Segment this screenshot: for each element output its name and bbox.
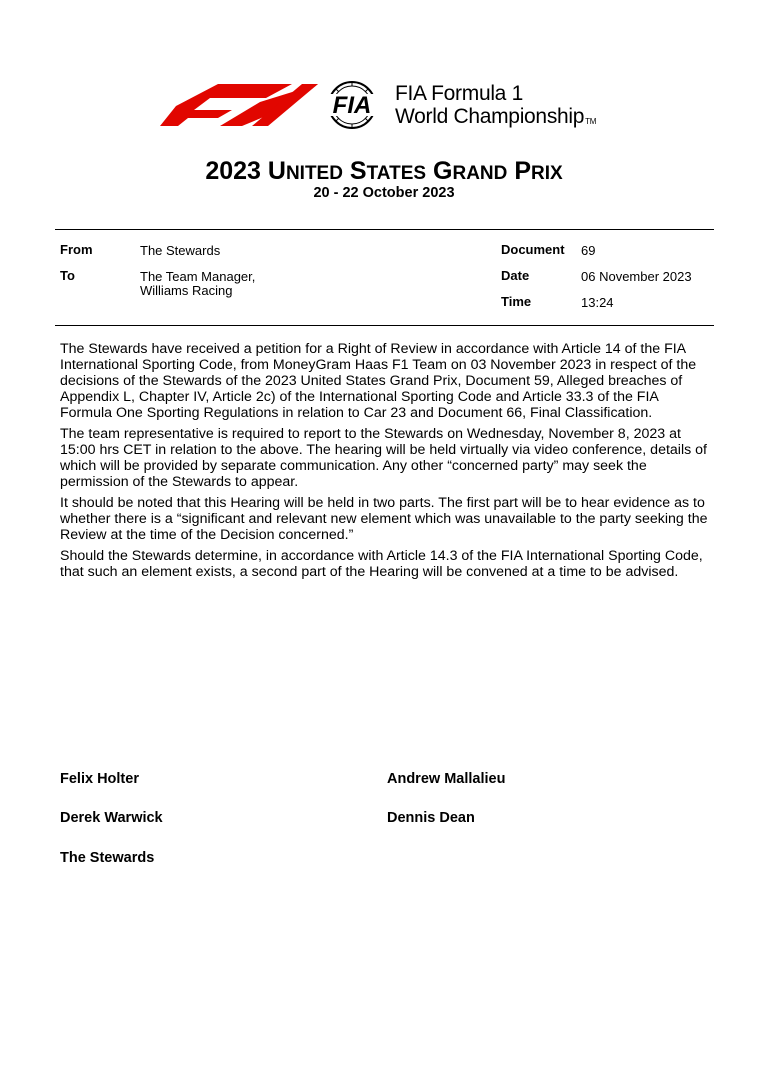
divider-bottom bbox=[55, 325, 714, 326]
steward-andrew-mallalieu: Andrew Mallalieu bbox=[387, 771, 506, 787]
from-value: The Stewards bbox=[140, 243, 221, 258]
paragraph-1: The Stewards have received a petition for a Right of Review in accordance with Article 14 of the FIA International Sporting Code, from MoneyGram Haas F1 Team on 03 November 2023 in respect of the decisions of the Stewards of the 2023 United States Grand Prix, Document 59, Alleged breaches of Appendix L, Chapter IV, Article 2c) of the International Sporting Code and Article 33.3 of the FIA Formula One Sporting Regulations in relation to Car 23 and Document 66, Final Classification. bbox=[60, 341, 697, 421]
event-dates: 20 - 22 October 2023 bbox=[313, 185, 455, 201]
to-label: To bbox=[60, 268, 75, 283]
header-logos bbox=[160, 80, 630, 132]
stewards-signoff: The Stewards bbox=[60, 850, 155, 866]
event-title: 2023 UNITED STATES GRAND PRIX bbox=[205, 157, 563, 185]
to-value: The Team Manager, Williams Racing bbox=[140, 269, 256, 298]
championship-line-2: World Championship bbox=[395, 105, 585, 128]
steward-dennis-dean: Dennis Dean bbox=[387, 810, 475, 826]
championship-wordmark bbox=[395, 82, 596, 132]
paragraph-4: Should the Stewards determine, in accordance with Article 14.3 of the FIA International Sporting Code, that such an element exists, a second part of the Hearing will be convened at a time to be advised. bbox=[60, 548, 703, 580]
svg-text:FIA: FIA bbox=[332, 92, 372, 119]
document-body bbox=[60, 341, 714, 585]
time-value: 13:24 bbox=[581, 295, 614, 310]
f1-logo bbox=[160, 84, 318, 126]
championship-line-1: FIA Formula 1 bbox=[395, 82, 523, 105]
trademark: TM bbox=[585, 117, 597, 126]
from-label: From bbox=[60, 242, 93, 257]
steward-felix-holter: Felix Holter bbox=[60, 771, 139, 787]
date-value: 06 November 2023 bbox=[581, 269, 692, 284]
document-value: 69 bbox=[581, 243, 596, 258]
paragraph-2: The team representative is required to report to the Stewards on Wednesday, November 8, 2023 at 15:00 hrs CET in relation to the above. The hearing will be held virtually via video conference, details of which will be provided by separate communication. Any other “concerned party” may seek the permission of the Stewards to appear. bbox=[60, 426, 707, 490]
steward-derek-warwick: Derek Warwick bbox=[60, 810, 163, 826]
fia-seal-logo bbox=[316, 80, 388, 130]
divider-top bbox=[55, 229, 714, 230]
paragraph-3: It should be noted that this Hearing will be held in two parts. The first part will be to hear evidence as to whether there is a “significant and relevant new element which was unavailable to the party seeking the Review at the time of the Decision concerned.” bbox=[60, 495, 708, 543]
time-label: Time bbox=[501, 294, 532, 309]
date-label: Date bbox=[501, 268, 530, 283]
document-label: Document bbox=[501, 242, 565, 257]
